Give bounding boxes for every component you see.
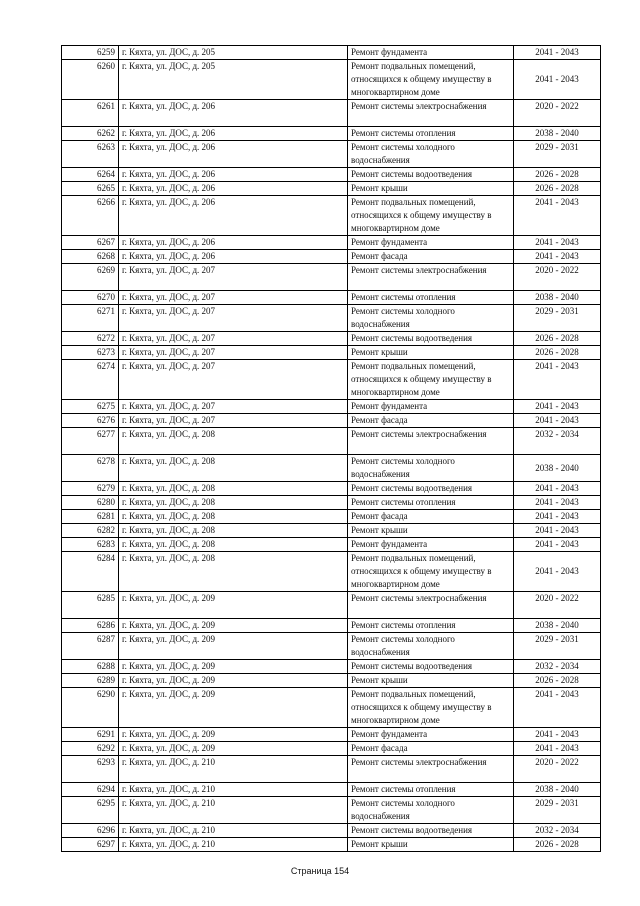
- work-type-cell: Ремонт системы холодного водоснабжения: [348, 141, 514, 168]
- address-cell: г. Кяхта, ул. ДОС, д. 207: [119, 360, 348, 400]
- address-cell: г. Кяхта, ул. ДОС, д. 207: [119, 400, 348, 414]
- table-row: [62, 100, 601, 127]
- row-number: 6266: [62, 196, 119, 236]
- address-cell: г. Кяхта, ул. ДОС, д. 206: [119, 236, 348, 250]
- table-row: [62, 496, 601, 510]
- period-cell: 2038 - 2040: [514, 455, 601, 482]
- address-cell: г. Кяхта, ул. ДОС, д. 206: [119, 100, 348, 127]
- work-type-cell: Ремонт фундамента: [348, 400, 514, 414]
- row-number: 6264: [62, 168, 119, 182]
- row-number: 6279: [62, 482, 119, 496]
- address-cell: г. Кяхта, ул. ДОС, д. 209: [119, 633, 348, 660]
- period-cell: 2026 - 2028: [514, 332, 601, 346]
- address-cell: г. Кяхта, ул. ДОС, д. 205: [119, 60, 348, 100]
- period-cell: 2041 - 2043: [514, 46, 601, 60]
- table-row: [62, 728, 601, 742]
- row-number: 6275: [62, 400, 119, 414]
- row-number: 6280: [62, 496, 119, 510]
- row-number: 6260: [62, 60, 119, 100]
- table-row: [62, 400, 601, 414]
- period-cell: 2020 - 2022: [514, 756, 601, 783]
- address-cell: г. Кяхта, ул. ДОС, д. 208: [119, 482, 348, 496]
- table-row: [62, 46, 601, 60]
- period-cell: 2029 - 2031: [514, 797, 601, 824]
- row-number: 6294: [62, 783, 119, 797]
- period-cell: 2029 - 2031: [514, 633, 601, 660]
- period-cell: 2026 - 2028: [514, 182, 601, 196]
- row-number: 6269: [62, 264, 119, 291]
- row-number: 6272: [62, 332, 119, 346]
- work-type-cell: Ремонт фасада: [348, 742, 514, 756]
- work-type-cell: Ремонт системы водоотведения: [348, 332, 514, 346]
- address-cell: г. Кяхта, ул. ДОС, д. 206: [119, 141, 348, 168]
- address-cell: г. Кяхта, ул. ДОС, д. 210: [119, 838, 348, 852]
- period-cell: 2041 - 2043: [514, 524, 601, 538]
- address-cell: г. Кяхта, ул. ДОС, д. 210: [119, 756, 348, 783]
- work-type-cell: Ремонт фундамента: [348, 538, 514, 552]
- address-cell: г. Кяхта, ул. ДОС, д. 209: [119, 592, 348, 619]
- work-type-cell: Ремонт крыши: [348, 346, 514, 360]
- period-cell: 2041 - 2043: [514, 728, 601, 742]
- table-body: [62, 46, 601, 852]
- address-cell: г. Кяхта, ул. ДОС, д. 205: [119, 46, 348, 60]
- address-cell: г. Кяхта, ул. ДОС, д. 208: [119, 428, 348, 455]
- period-cell: 2041 - 2043: [514, 482, 601, 496]
- row-number: 6288: [62, 660, 119, 674]
- address-cell: г. Кяхта, ул. ДОС, д. 208: [119, 510, 348, 524]
- period-cell: 2026 - 2028: [514, 838, 601, 852]
- work-type-cell: Ремонт фасада: [348, 250, 514, 264]
- row-number: 6286: [62, 619, 119, 633]
- address-cell: г. Кяхта, ул. ДОС, д. 209: [119, 728, 348, 742]
- work-type-cell: Ремонт системы отопления: [348, 619, 514, 633]
- row-number: 6263: [62, 141, 119, 168]
- work-type-cell: Ремонт системы электроснабжения: [348, 756, 514, 783]
- table-row: [62, 783, 601, 797]
- row-number: 6295: [62, 797, 119, 824]
- period-cell: 2020 - 2022: [514, 592, 601, 619]
- row-number: 6282: [62, 524, 119, 538]
- work-type-cell: Ремонт системы отопления: [348, 127, 514, 141]
- work-type-cell: Ремонт системы водоотведения: [348, 482, 514, 496]
- address-cell: г. Кяхта, ул. ДОС, д. 206: [119, 250, 348, 264]
- table-row: [62, 797, 601, 824]
- table-row: [62, 592, 601, 619]
- period-cell: 2029 - 2031: [514, 141, 601, 168]
- address-cell: г. Кяхта, ул. ДОС, д. 209: [119, 660, 348, 674]
- work-type-cell: Ремонт системы отопления: [348, 291, 514, 305]
- work-type-cell: Ремонт крыши: [348, 182, 514, 196]
- work-type-cell: Ремонт фасада: [348, 414, 514, 428]
- address-cell: г. Кяхта, ул. ДОС, д. 206: [119, 182, 348, 196]
- period-cell: 2020 - 2022: [514, 100, 601, 127]
- row-number: 6273: [62, 346, 119, 360]
- work-type-cell: Ремонт крыши: [348, 838, 514, 852]
- address-cell: г. Кяхта, ул. ДОС, д. 208: [119, 496, 348, 510]
- row-number: 6271: [62, 305, 119, 332]
- row-number: 6285: [62, 592, 119, 619]
- table-row: [62, 127, 601, 141]
- period-cell: 2041 - 2043: [514, 360, 601, 400]
- row-number: 6259: [62, 46, 119, 60]
- address-cell: г. Кяхта, ул. ДОС, д. 207: [119, 305, 348, 332]
- address-cell: г. Кяхта, ул. ДОС, д. 208: [119, 524, 348, 538]
- row-number: 6289: [62, 674, 119, 688]
- table-row: [62, 674, 601, 688]
- table-row: [62, 60, 601, 100]
- work-type-cell: Ремонт подвальных помещений, относящихся к общему имуществу в многоквартирном доме: [348, 60, 514, 100]
- work-type-cell: Ремонт системы холодного водоснабжения: [348, 305, 514, 332]
- work-type-cell: Ремонт системы отопления: [348, 496, 514, 510]
- period-cell: 2038 - 2040: [514, 619, 601, 633]
- table-row: [62, 838, 601, 852]
- work-type-cell: Ремонт крыши: [348, 674, 514, 688]
- period-cell: 2032 - 2034: [514, 824, 601, 838]
- table-row: [62, 346, 601, 360]
- address-cell: г. Кяхта, ул. ДОС, д. 207: [119, 346, 348, 360]
- work-type-cell: Ремонт фасада: [348, 510, 514, 524]
- page-number: Страница 154: [290, 866, 350, 876]
- table-row: [62, 510, 601, 524]
- work-type-cell: Ремонт фундамента: [348, 46, 514, 60]
- row-number: 6293: [62, 756, 119, 783]
- address-cell: г. Кяхта, ул. ДОС, д. 208: [119, 552, 348, 592]
- table-row: [62, 196, 601, 236]
- work-type-cell: Ремонт системы электроснабжения: [348, 100, 514, 127]
- table-row: [62, 756, 601, 783]
- address-cell: г. Кяхта, ул. ДОС, д. 209: [119, 688, 348, 728]
- period-cell: 2038 - 2040: [514, 291, 601, 305]
- row-number: 6262: [62, 127, 119, 141]
- period-cell: 2038 - 2040: [514, 127, 601, 141]
- row-number: 6281: [62, 510, 119, 524]
- table-row: [62, 633, 601, 660]
- table-row: [62, 236, 601, 250]
- work-type-cell: Ремонт фундамента: [348, 728, 514, 742]
- table-row: [62, 141, 601, 168]
- address-cell: г. Кяхта, ул. ДОС, д. 207: [119, 291, 348, 305]
- work-type-cell: Ремонт системы холодного водоснабжения: [348, 455, 514, 482]
- table-row: [62, 332, 601, 346]
- table-row: [62, 305, 601, 332]
- row-number: 6284: [62, 552, 119, 592]
- period-cell: 2020 - 2022: [514, 264, 601, 291]
- table-row: [62, 360, 601, 400]
- work-type-cell: Ремонт системы водоотведения: [348, 660, 514, 674]
- table-row: [62, 182, 601, 196]
- table-row: [62, 524, 601, 538]
- work-type-cell: Ремонт подвальных помещений, относящихся к общему имуществу в многоквартирном доме: [348, 196, 514, 236]
- table-row: [62, 291, 601, 305]
- period-cell: 2026 - 2028: [514, 674, 601, 688]
- period-cell: 2041 - 2043: [514, 688, 601, 728]
- table-row: [62, 428, 601, 455]
- address-cell: г. Кяхта, ул. ДОС, д. 210: [119, 783, 348, 797]
- address-cell: г. Кяхта, ул. ДОС, д. 210: [119, 824, 348, 838]
- period-cell: 2026 - 2028: [514, 168, 601, 182]
- address-cell: г. Кяхта, ул. ДОС, д. 206: [119, 196, 348, 236]
- row-number: 6261: [62, 100, 119, 127]
- period-cell: 2041 - 2043: [514, 196, 601, 236]
- work-type-cell: Ремонт системы холодного водоснабжения: [348, 797, 514, 824]
- address-cell: г. Кяхта, ул. ДОС, д. 209: [119, 674, 348, 688]
- address-cell: г. Кяхта, ул. ДОС, д. 208: [119, 455, 348, 482]
- work-type-cell: Ремонт подвальных помещений, относящихся к общему имуществу в многоквартирном доме: [348, 360, 514, 400]
- row-number: 6283: [62, 538, 119, 552]
- row-number: 6296: [62, 824, 119, 838]
- address-cell: г. Кяхта, ул. ДОС, д. 206: [119, 127, 348, 141]
- period-cell: 2032 - 2034: [514, 428, 601, 455]
- period-cell: 2041 - 2043: [514, 552, 601, 592]
- work-type-cell: Ремонт системы холодного водоснабжения: [348, 633, 514, 660]
- row-number: 6274: [62, 360, 119, 400]
- period-cell: 2041 - 2043: [514, 742, 601, 756]
- table-row: [62, 264, 601, 291]
- table-row: [62, 742, 601, 756]
- row-number: 6291: [62, 728, 119, 742]
- row-number: 6278: [62, 455, 119, 482]
- table-row: [62, 619, 601, 633]
- table-row: [62, 455, 601, 482]
- work-type-cell: Ремонт системы отопления: [348, 783, 514, 797]
- row-number: 6277: [62, 428, 119, 455]
- period-cell: 2041 - 2043: [514, 236, 601, 250]
- table-row: [62, 168, 601, 182]
- table-row: [62, 552, 601, 592]
- period-cell: 2041 - 2043: [514, 400, 601, 414]
- table-row: [62, 688, 601, 728]
- period-cell: 2041 - 2043: [514, 414, 601, 428]
- address-cell: г. Кяхта, ул. ДОС, д. 207: [119, 332, 348, 346]
- row-number: 6265: [62, 182, 119, 196]
- table-row: [62, 414, 601, 428]
- work-type-cell: Ремонт подвальных помещений, относящихся к общему имуществу в многоквартирном доме: [348, 552, 514, 592]
- address-cell: г. Кяхта, ул. ДОС, д. 209: [119, 619, 348, 633]
- work-type-cell: Ремонт системы электроснабжения: [348, 264, 514, 291]
- table-row: [62, 250, 601, 264]
- row-number: 6267: [62, 236, 119, 250]
- table-row: [62, 538, 601, 552]
- work-type-cell: Ремонт системы водоотведения: [348, 824, 514, 838]
- row-number: 6270: [62, 291, 119, 305]
- period-cell: 2041 - 2043: [514, 538, 601, 552]
- row-number: 6290: [62, 688, 119, 728]
- period-cell: 2041 - 2043: [514, 496, 601, 510]
- period-cell: 2038 - 2040: [514, 783, 601, 797]
- row-number: 6268: [62, 250, 119, 264]
- work-type-cell: Ремонт крыши: [348, 524, 514, 538]
- row-number: 6297: [62, 838, 119, 852]
- address-cell: г. Кяхта, ул. ДОС, д. 207: [119, 414, 348, 428]
- work-type-cell: Ремонт системы электроснабжения: [348, 592, 514, 619]
- work-type-cell: Ремонт фундамента: [348, 236, 514, 250]
- period-cell: 2029 - 2031: [514, 305, 601, 332]
- address-cell: г. Кяхта, ул. ДОС, д. 206: [119, 168, 348, 182]
- work-type-cell: Ремонт системы электроснабжения: [348, 428, 514, 455]
- period-cell: 2032 - 2034: [514, 660, 601, 674]
- repair-schedule-table: [61, 45, 601, 852]
- address-cell: г. Кяхта, ул. ДОС, д. 207: [119, 264, 348, 291]
- period-cell: 2041 - 2043: [514, 250, 601, 264]
- table-row: [62, 482, 601, 496]
- row-number: 6292: [62, 742, 119, 756]
- period-cell: 2041 - 2043: [514, 60, 601, 100]
- address-cell: г. Кяхта, ул. ДОС, д. 210: [119, 797, 348, 824]
- row-number: 6287: [62, 633, 119, 660]
- work-type-cell: Ремонт системы водоотведения: [348, 168, 514, 182]
- address-cell: г. Кяхта, ул. ДОС, д. 209: [119, 742, 348, 756]
- period-cell: 2026 - 2028: [514, 346, 601, 360]
- row-number: 6276: [62, 414, 119, 428]
- period-cell: 2041 - 2043: [514, 510, 601, 524]
- table-row: [62, 824, 601, 838]
- work-type-cell: Ремонт подвальных помещений, относящихся к общему имуществу в многоквартирном доме: [348, 688, 514, 728]
- table-row: [62, 660, 601, 674]
- address-cell: г. Кяхта, ул. ДОС, д. 208: [119, 538, 348, 552]
